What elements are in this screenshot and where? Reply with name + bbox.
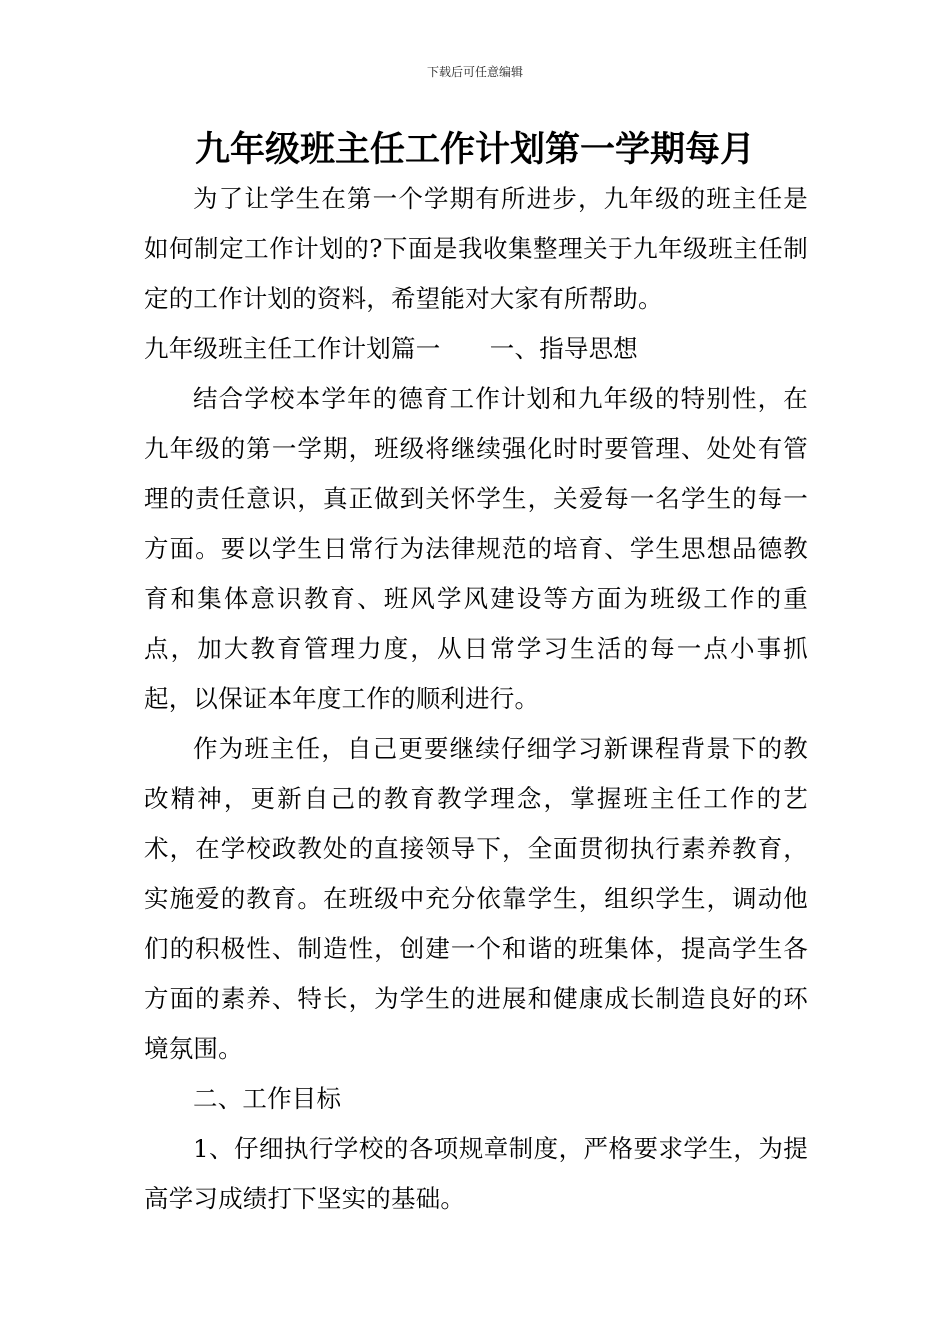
section-heading-plan-one: 九年级班主任工作计划篇一 一、指导思想 xyxy=(144,334,638,363)
header-note: 下载后可任意编辑 xyxy=(426,65,523,79)
teacher-role-paragraph: 作为班主任，自己更要继续仔细学习新课程背景下的教改精神，更新自己的教育教学理念，掌握班主任工作的艺术，在学校政教处的直接领导下，全面贯彻执行素养教育，实施爱的教育。在班级中充分依靠学生，组织学生，调动他们的积极性、制造性，创建一个和谐的班集体，提高学生各方面的素养、特长，为学生的进展和健康成长制造良好的环境氛围。 xyxy=(144,734,808,1063)
guiding-thought-paragraph: 结合学校本学年的德育工作计划和九年级的特别性，在九年级的第一学期，班级将继续强化时时要管理、处处有管理的责任意识，真正做到关怀学生，关爱每一名学生的每一方面。要以学生日常行为法律规范的培育、学生思想品德教育和集体意识教育、班风学风建设等方面为班级工作的重点，加大教育管理力度，从日常学习生活的每一点小事抓起，以保证本年度工作的顺利进行。 xyxy=(144,384,808,713)
document-title: 九年级班主任工作计划第一学期每月 xyxy=(194,130,755,170)
goal-item-1: 1、仔细执行学校的各项规章制度，严格要求学生，为提高学习成绩打下坚实的基础。 xyxy=(144,1134,808,1213)
intro-paragraph: 为了让学生在第一个学期有所进步，九年级的班主任是如何制定工作计划的?下面是我收集整理关于九年级班主任制定的工作计划的资料，希望能对大家有所帮助。 xyxy=(144,184,808,313)
section-heading-work-goals: 二、工作目标 xyxy=(193,1084,342,1113)
document-body xyxy=(144,174,808,1224)
